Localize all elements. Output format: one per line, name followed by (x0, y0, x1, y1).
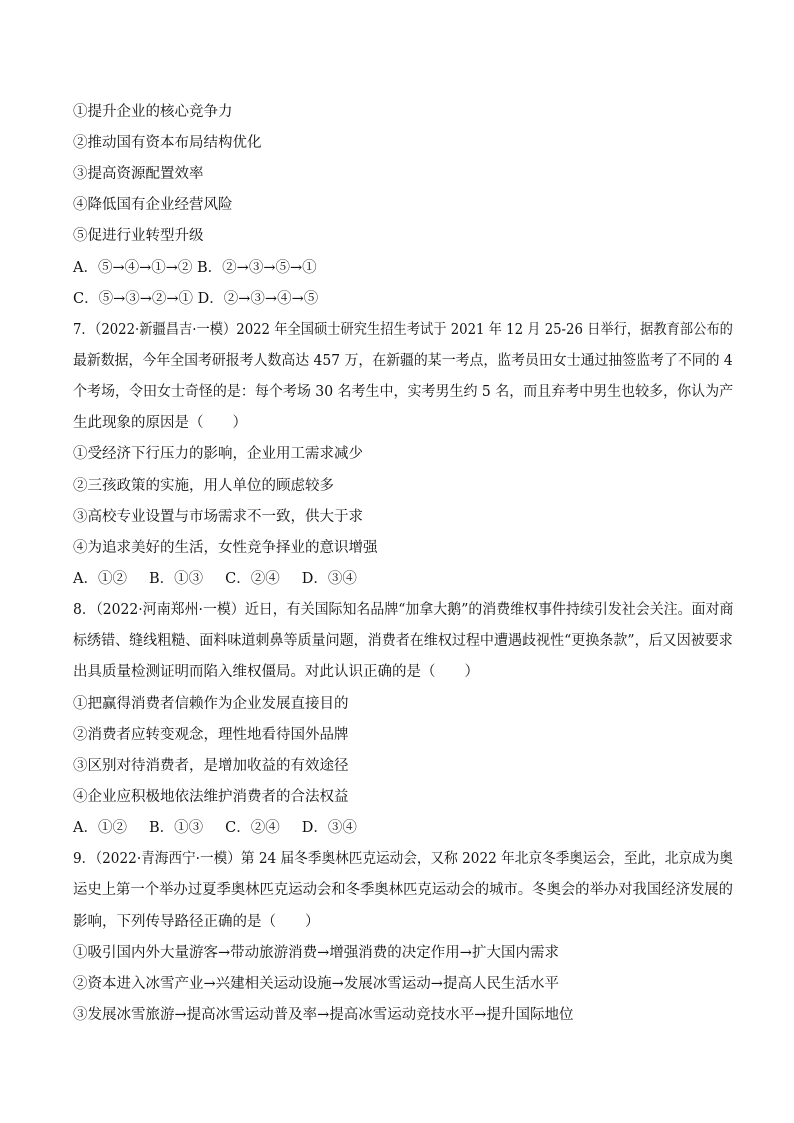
q7-option-c: C．②④ (225, 571, 280, 587)
q7-option-a: A．①② (73, 571, 127, 587)
q8-item-2: ②消费者应转变观念，理性地看待国外品牌 (73, 727, 349, 743)
q9-stem-line-2: 运史上第一个举办过夏季奥林匹克运动会和冬季奥林匹克运动会的城市。冬奥会的举办对我国经济发展的 (73, 882, 733, 898)
q7-item-3: ③高校专业设置与市场需求不一致，供大于求 (73, 509, 363, 525)
q7-item-2: ②三孩政策的实施，用人单位的顾虑较多 (73, 478, 334, 494)
q8-stem-line-1: 8．（2022·河南郑州·一模）近日，有关国际知名品牌“加拿大鹅”的消费维权事件持续引发社会关注。面对商 (73, 602, 734, 618)
q8-option-c: C．②④ (225, 820, 280, 836)
q8-option-a: A．①② (73, 820, 127, 836)
q8-item-1: ①把赢得消费者信赖作为企业发展直接目的 (73, 696, 349, 712)
q8-options (73, 818, 733, 838)
q8-item-4: ④企业应积极地依法维护消费者的合法权益 (73, 789, 349, 805)
q6-options-row-2: C．⑤→③→②→① D．②→③→④→⑤ (73, 291, 319, 307)
q6-item-3: ③提高资源配置效率 (73, 166, 204, 182)
q8-item-3: ③区别对待消费者，是增加收益的有效途径 (73, 758, 349, 774)
q6-item-1: ①提升企业的核心竞争力 (73, 104, 233, 120)
q7-stem-line-3: 个考场，令田女士奇怪的是：每个考场 30 名考生中，实考男生约 5 名，而且弃考中男生也较多，你认为产 (73, 384, 734, 400)
q9-item-1: ①吸引国内外大量游客→带动旅游消费→增强消费的决定作用→扩大国内需求 (73, 945, 559, 961)
q7-stem-line-1: 7．（2022·新疆昌吉·一模）2022 年全国硕士研究生招生考试于 2021 年 12 月 25-26 日举行，据教育部公布的 (73, 322, 733, 338)
q8-option-b: B．①③ (148, 820, 204, 836)
q8-option-d: D．③④ (301, 820, 357, 836)
q8-stem-line-3: 出具质量检测证明而陷入维权僵局。对此认识正确的是（ ） (73, 664, 479, 680)
q7-options (73, 569, 733, 589)
q9-item-2: ②资本进入冰雪产业→兴建相关运动设施→发展冰雪运动→提高人民生活水平 (73, 976, 559, 992)
q6-item-2: ②推动国有资本布局结构优化 (73, 135, 262, 151)
q9-stem-line-3: 影响，下列传导路径正确的是（ ） (73, 914, 320, 930)
q8-stem-line-2: 标绣错、缝线粗糙、面料味道刺鼻等质量问题，消费者在维权过程中遭遇歧视性“更换条款”，后又因被要求 (73, 633, 733, 649)
q7-option-b: B．①③ (148, 571, 204, 587)
q7-item-4: ④为追求美好的生活，女性竞争择业的意识增强 (73, 540, 378, 556)
q6-item-5: ⑤促进行业转型升级 (73, 228, 204, 244)
q6-item-4: ④降低国有企业经营风险 (73, 197, 233, 213)
q9-item-3: ③发展冰雪旅游→提高冰雪运动普及率→提高冰雪运动竞技水平→提升国际地位 (73, 1007, 574, 1023)
q7-option-d: D．③④ (301, 571, 357, 587)
q6-options-row-1: A．⑤→④→①→② B．②→③→⑤→① (73, 260, 317, 276)
q7-stem-line-4: 生此现象的原因是（ ） (73, 415, 247, 431)
q7-item-1: ①受经济下行压力的影响，企业用工需求减少 (73, 446, 363, 462)
q9-stem-line-1: 9．（2022·青海西宁·一模）第 24 届冬季奥林匹克运动会，又称 2022 年北京冬季奥运会，至此，北京成为奥 (73, 851, 733, 867)
q7-stem-line-2: 最新数据，今年全国考研报考人数高达 457 万，在新疆的某一考点，监考员田女士通过抽签监考了不同的 4 (73, 353, 733, 369)
